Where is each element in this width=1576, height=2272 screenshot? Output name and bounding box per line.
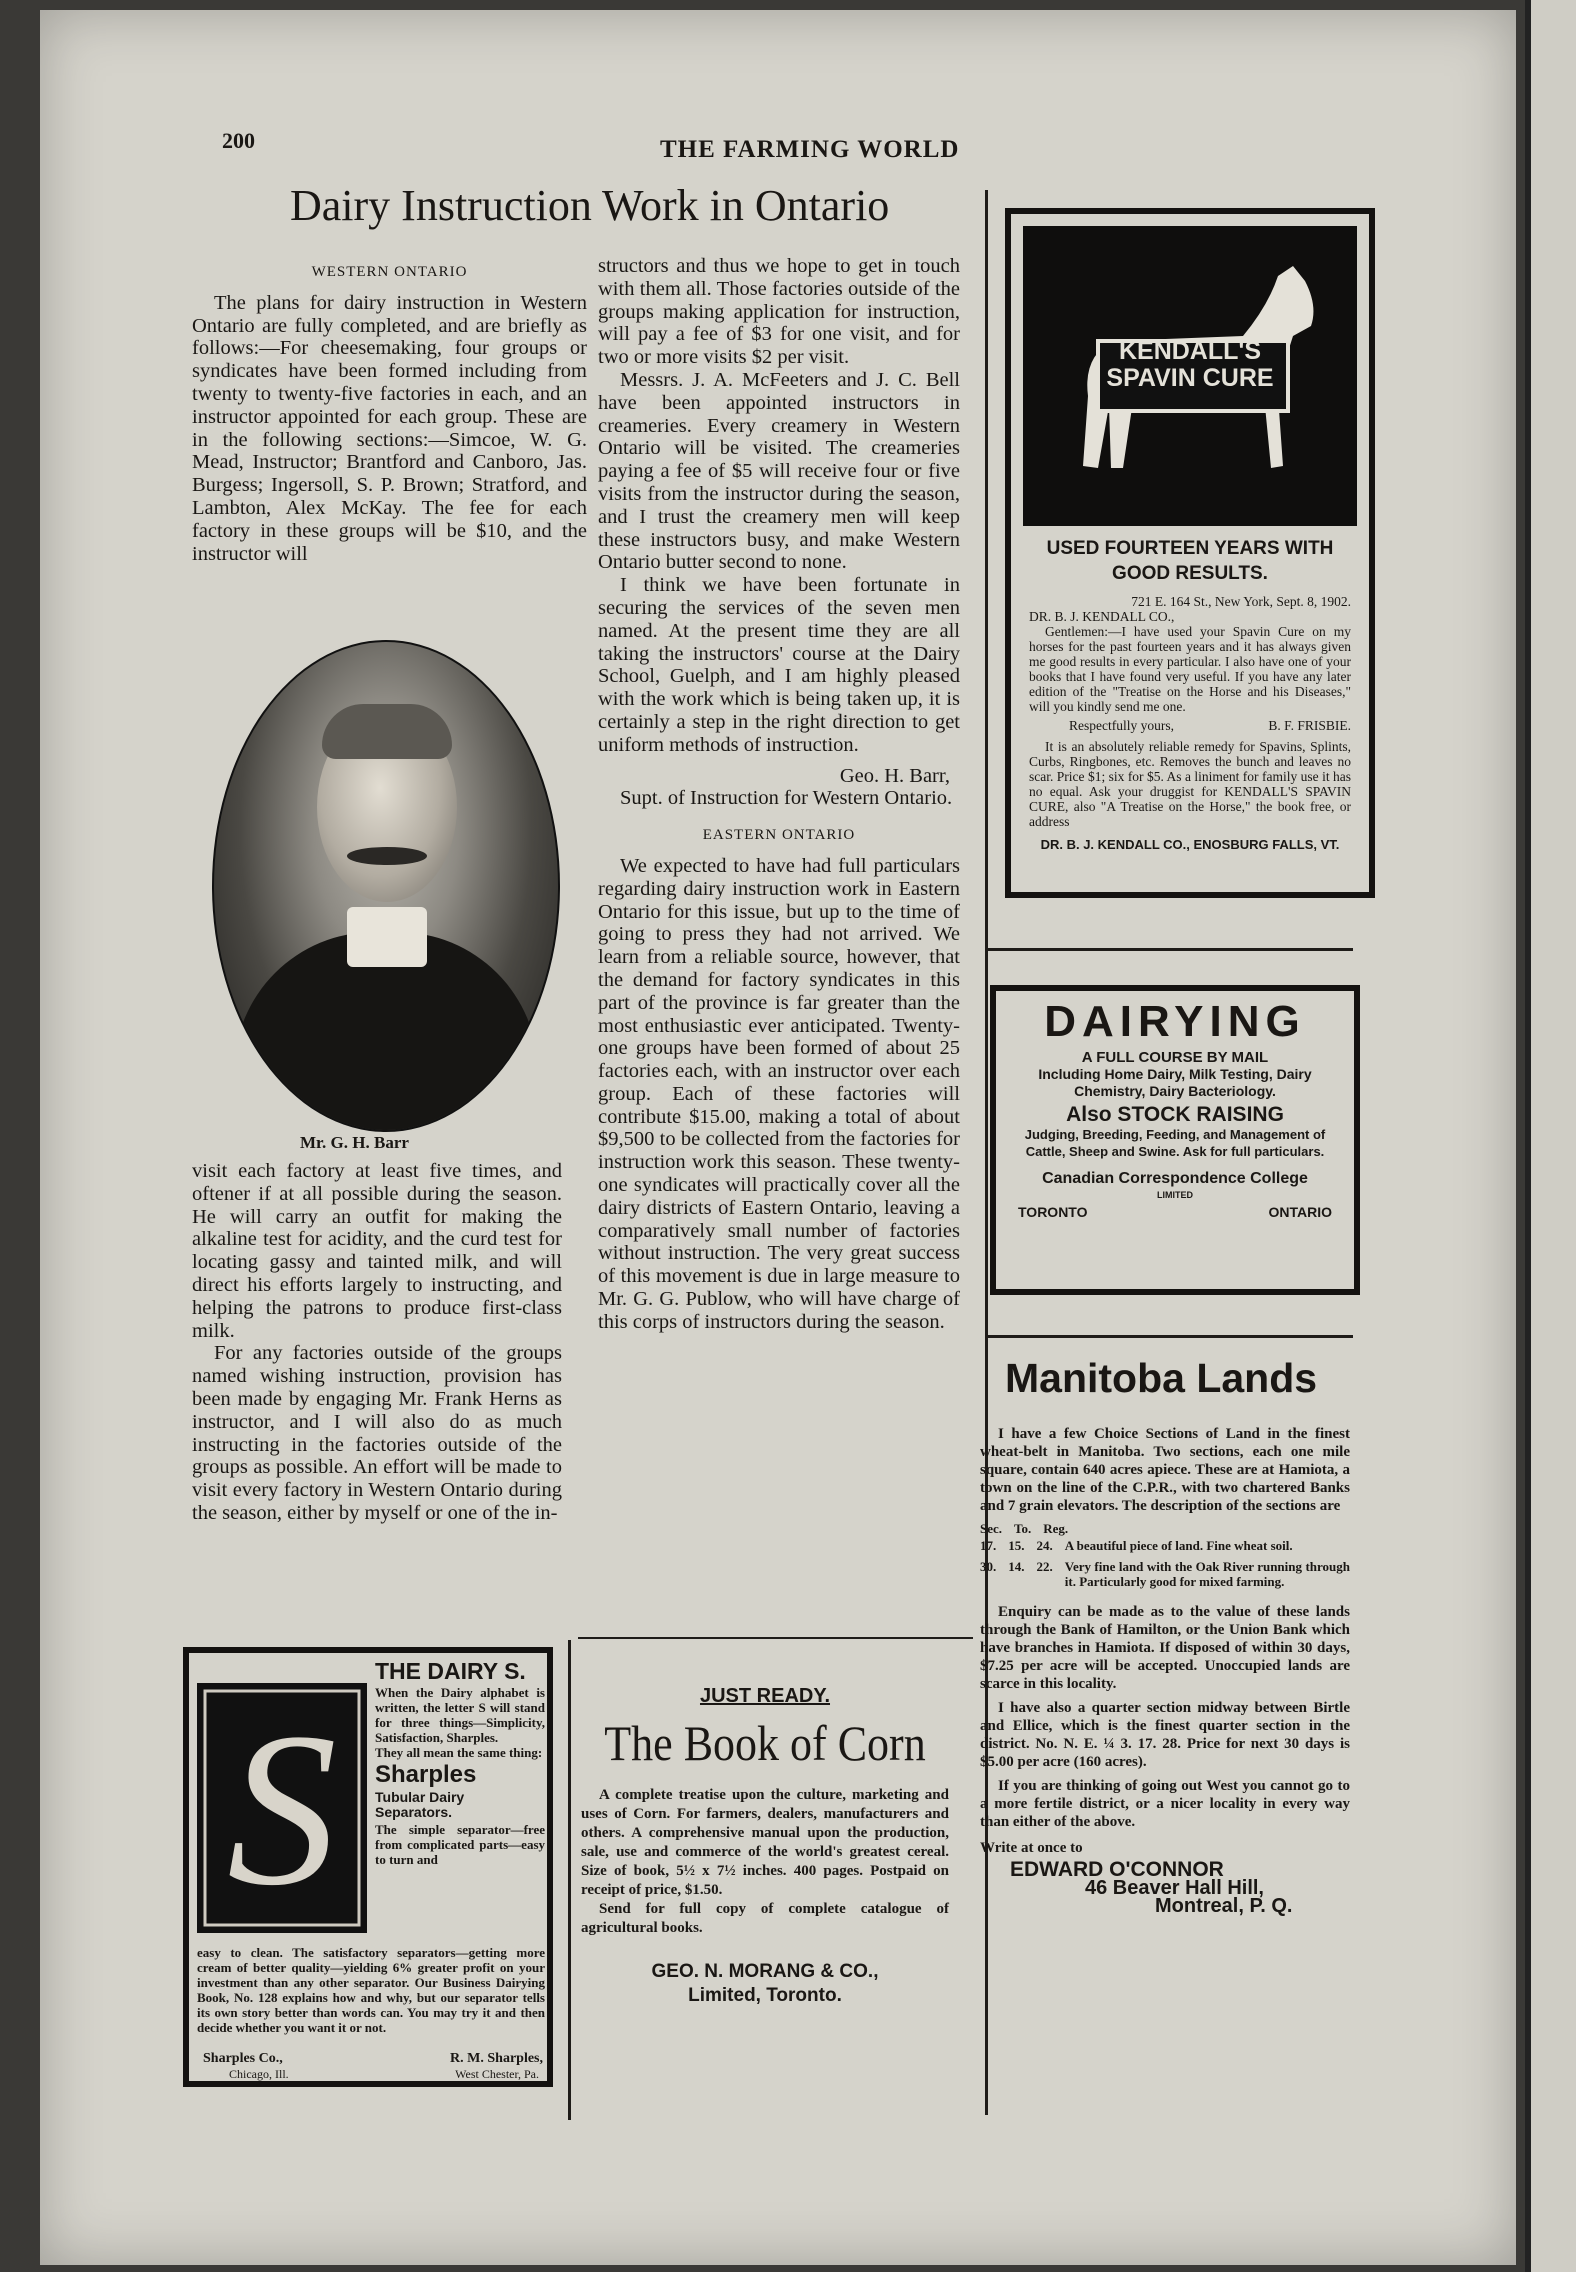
sharples-company-1: Sharples Co., <box>203 2051 283 2066</box>
page-number: 200 <box>222 128 255 153</box>
sharples-product-1: Tubular Dairy <box>375 1789 465 1805</box>
signature-title: Supt. of Instruction for Western Ontario. <box>620 787 953 810</box>
kendall-letter-body: Gentlemen:—I have used your Spavin Cure on my horses for the past fourteen years and it has always given me good results in every particular. I also have one of your books that I have found very useful. If you have any later edition of the "Treatise on the Horse and his Diseases," will you kindly send me one. <box>1029 624 1351 714</box>
corn-title: The Book of Corn <box>604 1715 926 1771</box>
manitoba-title: Manitoba Lands <box>1005 1355 1318 1401</box>
sharples-body-2: easy to clean. The satisfactory separators—getting more cream of better quality—yielding 6% greater profit on your investment than any other separator. Our Business Dairying Book, No. 128 explains how and why, but our separator tells its own story better than words can. You may try it and then decide whether you want it or not. <box>197 1945 545 2035</box>
dairying-college: Canadian Correspondence College <box>1042 1170 1308 1187</box>
kendall-letter <box>1029 594 1351 852</box>
kendall-body: It is an absolutely reliable remedy for Spavins, Splints, Curbs, Ringbones, etc. Removes the bunch and leaves no scar. Price $1; six for $5. As a liniment for family use it has no equal. Ask your druggist for KENDALL'S SPAVIN CURE, also "A Treatise on the Horse," the book free, or address <box>1029 739 1351 829</box>
western-paragraph-5: Messrs. J. A. McFeeters and J. C. Bell have been appointed instructors in creameries. Every creamery in Western Ontario will be visited. The creameries paying a fee of $5 will receive four or five visits from the instructor during the season, and I trust the creamery men will keep these instructors busy, and make Western Ontario butter second to none. <box>598 368 960 574</box>
manitoba-write: Write at once to <box>980 1840 1083 1856</box>
kendall-closing: Respectfully yours, <box>1069 718 1174 733</box>
manitoba-paragraph-3: I have also a quarter section midway between Birtle and Ellice, which is the finest quarter section in the district. No. N. E. ¼ 3. 17. 28. Price for next 30 days is $5.00 per acre (160 acres). <box>980 1700 1350 1770</box>
kendall-footer: DR. B. J. KENDALL CO., ENOSBURG FALLS, VT. <box>1040 837 1340 852</box>
western-paragraph-6: I think we have been fortunate in securing the services of the seven men named. At the present time they are all taking the instructors' course at the Dairy School, Guelph, and I am highly pleased with the work which is being taken up, it is certainly a step in the right direction to get uniform methods of instruction. <box>598 574 960 756</box>
article-column-2 <box>598 255 960 1334</box>
sharples-ad <box>183 1647 553 2087</box>
kendall-salutation: DR. B. J. KENDALL CO., <box>1029 609 1175 624</box>
table-cell: 30. <box>980 1559 997 1574</box>
table-cell: A beautiful piece of land. Fine wheat soil. <box>1064 1538 1293 1553</box>
western-paragraph-3: For any factories outside of the groups named wishing instruction, provision has been made by engaging Mr. Frank Herns as instructor, and I will also do as much instructing in the factories outside of the groups as possible. An effort will be made to visit every factory in Western Ontario during the season, either by myself or one of the in- <box>192 1342 562 1524</box>
corn-publisher-1: GEO. N. MORANG & CO., <box>651 1961 879 1982</box>
article-title: Dairy Instruction Work in Ontario <box>290 181 890 230</box>
table-cell: 15. <box>1008 1538 1025 1553</box>
photo-caption: Mr. G. H. Barr <box>300 1133 409 1152</box>
ad-rule-2 <box>988 1335 1353 1338</box>
dairying-title: DAIRYING <box>1044 997 1306 1046</box>
table-header: Sec. <box>980 1521 1003 1536</box>
table-cell: 22. <box>1036 1559 1053 1574</box>
dairying-line-1: A FULL COURSE BY MAIL <box>1081 1049 1269 1066</box>
table-header: Reg. <box>1043 1521 1069 1536</box>
eastern-heading: EASTERN ONTARIO <box>702 827 856 844</box>
sharples-city-1: Chicago, Ill. <box>229 2067 289 2081</box>
table-row <box>980 1538 1350 1553</box>
corn-banner: JUST READY. <box>699 1685 831 1707</box>
article-column-1-bottom <box>192 1160 562 1525</box>
western-paragraph-2: visit each factory at least five times, and oftener if at all possible during the season. He will carry an outfit for making the alkaline test for acidity, and the curd test for locating gassy and tainted milk, and will direct his efforts largely to instructing, and helping the patrons to produce first-class milk. <box>192 1160 562 1342</box>
article-column-1-top <box>192 255 587 565</box>
western-paragraph-1: The plans for dairy instruction in Western Ontario are fully completed, and are briefly as follows:—For cheesemaking, four groups or syndicates have been formed including from twenty to twenty-five factories in each, and an instructor appointed for each group. These are in the following sections:—Simcoe, W. G. Mead, Instructor; Brantford and Canboro, Jas. Burgess; Ingersoll, S. P. Brown; Stratford, and Lambton, Alex McKay. The fee for each factory in these groups will be $10, and the instructor will <box>192 291 587 565</box>
dairying-limited: LIMITED <box>1157 1190 1193 1200</box>
dairying-city: TORONTO <box>1018 1204 1088 1220</box>
kendall-headline <box>1023 536 1357 586</box>
ad-rule-1 <box>988 948 1353 951</box>
sharples-city-2: West Chester, Pa. <box>455 2067 539 2081</box>
dairying-province: ONTARIO <box>1268 1204 1332 1220</box>
book-of-corn-ad <box>575 1685 955 2105</box>
western-heading: WESTERN ONTARIO <box>311 264 468 280</box>
horse-illustration <box>1023 226 1357 526</box>
dairying-line-2: Including Home Dairy, Milk Testing, Dairy Chemistry, Dairy Bacteriology. <box>1038 1066 1312 1099</box>
ornamental-s-letter <box>197 1683 367 1933</box>
svg-text:S: S <box>227 1687 337 1931</box>
manitoba-paragraph-4: If you are thinking of going out West you cannot go to a more fertile district, or a nicer locality in every way than either of the above. <box>980 1778 1350 1830</box>
sharples-brand: Sharples <box>375 1761 477 1788</box>
sharples-company-2: R. M. Sharples, <box>450 2051 543 2066</box>
table-cell: Very fine land with the Oak River running through it. Particularly good for mixed farming. <box>1064 1559 1350 1589</box>
sharples-heading: THE DAIRY S. <box>375 1658 526 1684</box>
kendall-ad <box>1005 208 1375 898</box>
kendall-headline-2: GOOD RESULTS. <box>1112 563 1268 584</box>
manitoba-city: Montreal, P. Q. <box>1155 1895 1293 1917</box>
eastern-paragraph: We expected to have had full particulars regarding dairy instruction work in Eastern Ontario for this issue, but up to the time of going to press they had not arrived. We learn from a reliable source, however, that the demand for factory syndicates in this part of the province is far greater than the most enthusiastic ever anticipated. Twenty-one groups have been formed of about 25 factories each, with an instructor over each group. Each of these factories will contribute $15.00, making a total of about $9,500 to be collected from the factories for instruction work this season. These twenty-one syndicates will practically cover all the dairy districts of Eastern Ontario, leaving a comparatively small number of factories without instruction. The very great success of this movement is due in large measure to Mr. G. G. Publow, who will have charge of this corps of instructors during the season. <box>598 854 960 1333</box>
ad-rule-3 <box>578 1637 973 1639</box>
manitoba-ad <box>980 1425 1350 1915</box>
sections-table <box>980 1521 1350 1589</box>
signature-name: Geo. H. Barr, <box>839 764 950 787</box>
manitoba-name: EDWARD O'CONNOR <box>1010 1858 1224 1881</box>
adjacent-page-edge <box>1525 0 1576 2272</box>
table-row <box>980 1559 1350 1589</box>
table-header: To. <box>1014 1521 1032 1536</box>
sharples-product-2: Separators. <box>375 1804 453 1820</box>
table-cell: 17. <box>980 1538 997 1553</box>
horse-blanket-label: KENDALL'S SPAVIN CURE <box>1106 337 1274 392</box>
sharples-intro-2: They all mean the same thing: <box>375 1745 543 1760</box>
corn-paragraph-2: Send for full copy of complete catalogue of agricultural books. <box>581 1901 949 1936</box>
table-cell: 24. <box>1036 1538 1053 1553</box>
dairying-line-3: Also STOCK RAISING <box>1066 1103 1284 1126</box>
sharples-body-1: The simple separator—free from complicated parts—easy to turn and <box>375 1822 545 1867</box>
manitoba-paragraph-2: Enquiry can be made as to the value of these lands through the Bank of Hamilton, or the Union Bank which have branches in Hamiota. If disposed of within 30 days, $7.25 per acre will be accepted. Unoccupied lands are scarce in this locality. <box>980 1604 1350 1692</box>
dairying-ad <box>990 985 1360 1295</box>
western-paragraph-4: structors and thus we hope to get in touch with them all. Those factories outside of the groups making application for instruction, will pay a fee of $3 for one visit, and for two or more visits $2 per visit. <box>598 255 960 369</box>
portrait-photo <box>212 640 560 1132</box>
dairying-line-4: Judging, Breeding, Feeding, and Management of Cattle, Sheep and Swine. Ask for full particulars. <box>1024 1127 1326 1159</box>
corn-paragraph-1: A complete treatise upon the culture, marketing and uses of Corn. For farmers, dealers, manufacturers and others. A comprehensive manual upon the production, sale, use and commerce of the world's greatest cereal. Size of book, 5½ x 7½ inches. 400 pages. Postpaid on receipt of price, $1.50. <box>581 1787 949 1898</box>
kendall-headline-1: USED FOURTEEN YEARS WITH <box>1046 538 1334 559</box>
sharples-intro: When the Dairy alphabet is written, the letter S will stand for three things—Simplicity, Satisfaction, Sharples. <box>375 1685 545 1745</box>
kendall-signer: B. F. FRISBIE. <box>1268 718 1351 733</box>
corn-publisher-2: Limited, Toronto. <box>688 1985 842 2006</box>
kendall-address: 721 E. 164 St., New York, Sept. 8, 1902. <box>1131 594 1351 609</box>
manitoba-street: 46 Beaver Hall Hill, <box>1085 1877 1264 1899</box>
manitoba-paragraph-1: I have a few Choice Sections of Land in the finest wheat-belt in Manitoba. Two sections, each one mile square, contain 640 acres apiece. These are at Hamiota, a town on the line of the C.P.R., with two chartered Banks and 7 grain elevators. The description of the sections are <box>980 1426 1350 1514</box>
ad-rule-vertical <box>568 1640 571 2120</box>
table-cell: 14. <box>1008 1559 1025 1574</box>
publication-title: THE FARMING WORLD <box>660 136 960 163</box>
